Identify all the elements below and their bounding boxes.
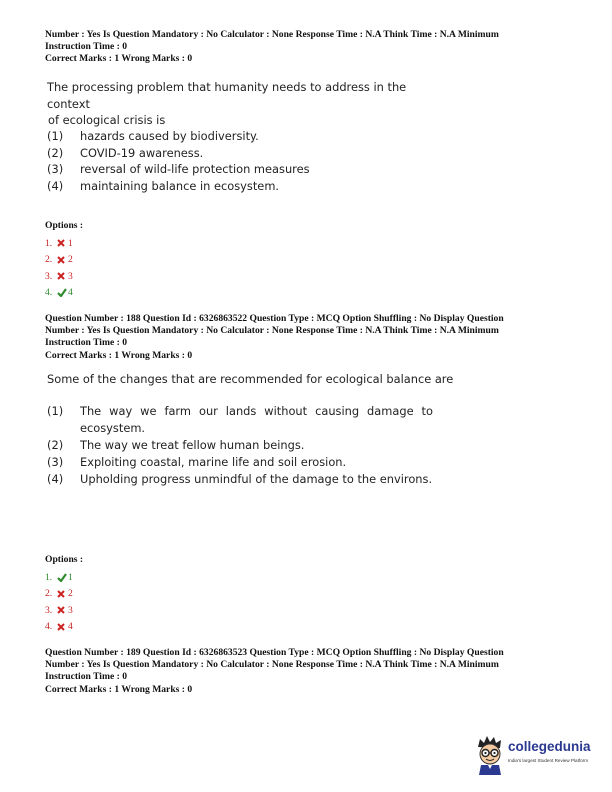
option-number: 1.	[45, 571, 53, 583]
choice-number: (1)	[47, 404, 64, 418]
cross-icon	[57, 256, 68, 264]
question-text-1	[47, 79, 447, 129]
choice-number: (4)	[47, 472, 64, 486]
options-list-1	[45, 220, 83, 301]
question-meta-3	[45, 647, 565, 696]
choice-number: (2)	[47, 438, 64, 452]
choice-text: Upholding progress unmindful of the damage to the environs.	[80, 472, 433, 486]
choice-item	[47, 178, 447, 195]
option-value: 2	[68, 588, 73, 600]
question-text-2	[47, 371, 467, 388]
options-list-2	[45, 554, 83, 635]
option-row	[45, 285, 83, 302]
question-line: The processing problem that humanity needs to address in the context	[47, 80, 407, 111]
choice-number: (4)	[47, 178, 64, 193]
meta-line: Correct Marks : 1 Wrong Marks : 0	[45, 350, 193, 362]
cross-icon	[57, 590, 68, 598]
choice-item	[47, 161, 447, 178]
choice-item-continuation	[47, 420, 433, 437]
mascot-icon	[474, 735, 506, 775]
choice-text: The way we farm our lands without causing damage to	[80, 404, 433, 418]
meta-line: Number : Yes Is Question Mandatory : No Calculator : None Response Time : N.A Think Time : N.A Minimum	[45, 658, 499, 670]
brand-tagline: India's largest Student Review Platform	[508, 758, 589, 763]
collegedunia-logo	[474, 735, 604, 781]
choice-number: (2)	[47, 145, 64, 160]
question-meta-2	[45, 313, 565, 362]
option-value: 1	[68, 237, 73, 249]
option-value: 4	[68, 287, 73, 299]
meta-line: Question Number : 188 Question Id : 6326863522 Question Type : MCQ Option Shuffling : No Display Question	[45, 313, 504, 324]
choice-list-2	[47, 403, 433, 488]
choice-text: reversal of wild-life protection measures	[80, 162, 310, 177]
choice-item	[47, 454, 433, 471]
question-line: of ecological crisis is	[48, 113, 166, 127]
option-row	[45, 268, 83, 285]
choice-item	[47, 128, 447, 145]
choice-text: COVID-19 awareness.	[80, 145, 204, 160]
option-row	[45, 252, 83, 269]
check-icon	[57, 288, 68, 297]
choice-item	[47, 471, 433, 488]
meta-line: Correct Marks : 1 Wrong Marks : 0	[45, 52, 193, 64]
cross-icon	[57, 272, 68, 280]
options-label: Options :	[45, 220, 84, 231]
choice-text: maintaining balance in ecosystem.	[80, 178, 280, 193]
option-row	[45, 619, 83, 636]
option-row	[45, 586, 83, 603]
choice-text: hazards caused by biodiversity.	[80, 129, 259, 143]
option-number: 4.	[45, 621, 53, 633]
meta-line: Number : Yes Is Question Mandatory : No Calculator : None Response Time : N.A Think Time : N.A Minimum	[45, 324, 499, 336]
meta-line: Correct Marks : 1 Wrong Marks : 0	[45, 684, 193, 696]
question-meta-1	[45, 29, 565, 64]
option-number: 2.	[45, 588, 53, 600]
meta-line: Instruction Time : 0	[45, 40, 127, 52]
option-value: 2	[68, 254, 73, 266]
options-label: Options :	[45, 554, 84, 565]
choice-number: (3)	[47, 162, 64, 177]
option-value: 1	[68, 571, 73, 583]
choice-number: (1)	[47, 129, 64, 143]
choice-item	[47, 145, 447, 162]
option-number: 4.	[45, 287, 53, 299]
option-value: 3	[68, 604, 73, 616]
option-number: 2.	[45, 254, 53, 266]
meta-line: Instruction Time : 0	[45, 670, 127, 682]
option-value: 3	[68, 270, 73, 282]
choice-text: The way we treat fellow human beings.	[80, 438, 305, 452]
option-number: 3.	[45, 270, 53, 282]
option-row	[45, 235, 83, 252]
cross-icon	[57, 606, 68, 614]
choice-item	[47, 437, 433, 454]
check-icon	[57, 573, 68, 582]
choice-text: Exploiting coastal, marine life and soil erosion.	[80, 455, 347, 469]
meta-line: Question Number : 189 Question Id : 6326863523 Question Type : MCQ Option Shuffling : No Display Question	[45, 647, 504, 658]
choice-number: (3)	[47, 455, 64, 469]
option-value: 4	[68, 621, 73, 633]
meta-line: Number : Yes Is Question Mandatory : No Calculator : None Response Time : N.A Think Time : N.A Minimum	[45, 29, 499, 40]
choice-item	[47, 403, 433, 420]
meta-line: Instruction Time : 0	[45, 336, 127, 348]
option-number: 1.	[45, 237, 53, 249]
cross-icon	[57, 239, 68, 247]
option-number: 3.	[45, 604, 53, 616]
option-row	[45, 602, 83, 619]
option-row	[45, 569, 83, 586]
cross-icon	[57, 623, 68, 631]
brand-name: collegedunia	[508, 739, 591, 754]
choice-text: ecosystem.	[80, 421, 146, 435]
question-line: Some of the changes that are recommended for ecological balance are	[47, 372, 454, 386]
choice-list-1	[47, 128, 447, 194]
